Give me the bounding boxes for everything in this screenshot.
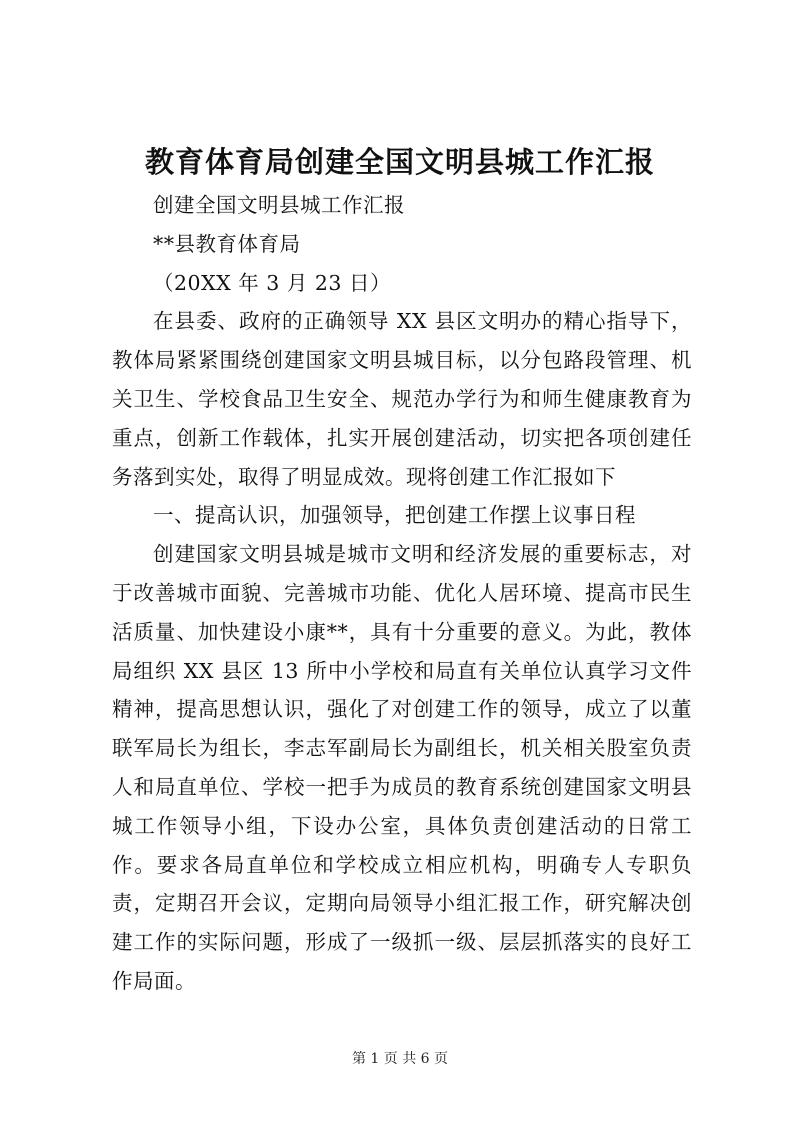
document-title: 教育体育局创建全国文明县城工作汇报 bbox=[144, 145, 655, 179]
section-1-paragraph: 创建国家文明县城是城市文明和经济发展的重要标志，对于改善城市面貌、完善城市功能、优化人居环境、提高市民生活质量、加快建设小康**，具有十分重要的意义。为此，教体局组织 XX 县区 13 所中小学校和局直有关单位认真学习文件精神，提高思想认识，强化了对创建工作的领导，成立了以董联军局长为组长，李志军副局长为副组长，机关相关股室负责人和局直单位、学校一把手为成员的教育系统创建国家文明县城工作领导小组，下设办公室，具体负责创建活动的日常工作。要求各局直单位和学校成立相应机构，明确专人专职负责，定期召开会议，定期向局领导小组汇报工作，研究解决创建工作的实际问题，形成了一级抓一级、层层抓落实的良好工作局面。 bbox=[112, 542, 692, 993]
section-heading-1: 一、提高认识，加强领导，把创建工作摆上议事日程 bbox=[153, 503, 636, 528]
document-date: （20XX 年 3 月 23 日） bbox=[153, 270, 391, 295]
author-organization: **县教育体育局 bbox=[153, 231, 301, 256]
page-number-footer: 第 1 页 共 6 页 bbox=[351, 1051, 449, 1067]
intro-paragraph: 在县委、政府的正确领导 XX 县区文明办的精心指导下，教体局紧紧围绕创建国家文明县城目标，以分包路段管理、机关卫生、学校食品卫生安全、规范办学行为和师生健康教育为重点，创新工作载体，扎实开展创建活动，切实把各项创建任务落到实处，取得了明显成效。现将创建工作汇报如下 bbox=[112, 309, 692, 489]
subtitle: 创建全国文明县城工作汇报 bbox=[153, 193, 405, 217]
document-body bbox=[112, 186, 692, 1001]
